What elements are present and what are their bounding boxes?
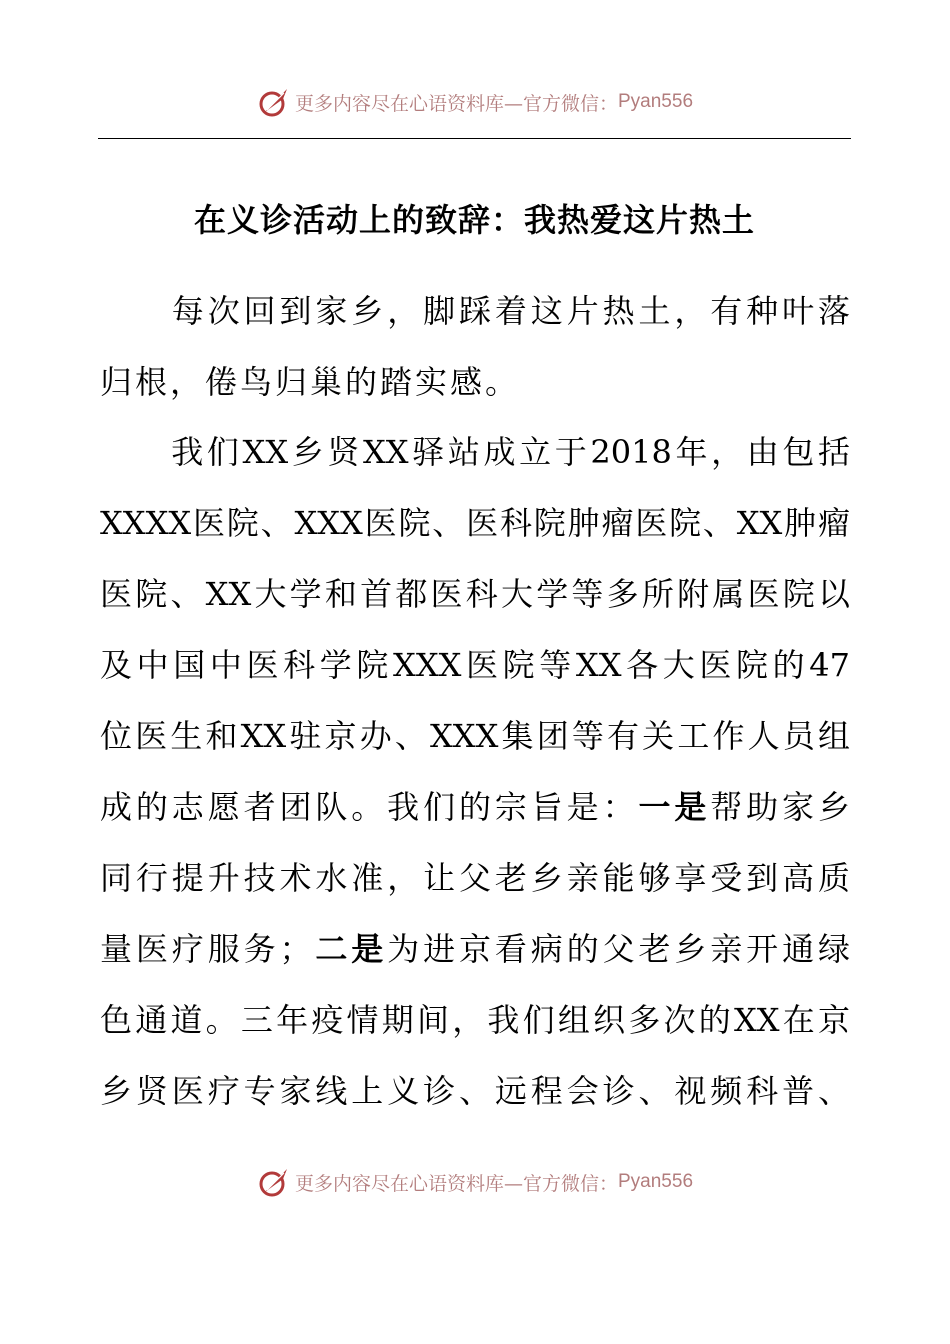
watermark-wechat-id: Pyan556 <box>618 91 694 112</box>
watermark-text: 更多内容尽在心语资料库—官方微信： <box>294 1172 618 1195</box>
document-title: 在义诊活动上的致辞：我热爱这片热土 <box>193 201 755 239</box>
watermark-wechat-id: Pyan556 <box>618 1171 694 1192</box>
body-text: 成的志愿者团队。我们的宗旨是： <box>100 788 639 826</box>
body-line: 医院、XX大学和首都医科大学等多所附属医院以 <box>100 575 850 613</box>
watermark-text: 更多内容尽在心语资料库—官方微信： <box>294 92 618 115</box>
body-line: 乡贤医疗专家线上义诊、远程会诊、视频科普、 <box>100 1072 850 1110</box>
body-line-with-emphasis <box>100 777 850 837</box>
body-text: 帮助家乡 <box>710 788 850 826</box>
quill-logo-icon <box>257 1165 291 1199</box>
header-watermark <box>0 82 950 122</box>
body-line: 归根，倦鸟归巢的踏实感。 <box>100 363 521 401</box>
body-line: 位医生和XX驻京办、XXX集团等有关工作人员组 <box>100 717 850 755</box>
body-line: 同行提升技术水准，让父老乡亲能够享受到高质 <box>100 859 850 897</box>
header-divider <box>98 138 851 139</box>
body-line: 色通道。三年疫情期间，我们组织多次的XX在京 <box>100 1001 850 1039</box>
body-line-with-emphasis <box>100 919 850 979</box>
emphasis-first: 一是 <box>638 788 711 826</box>
body-line: 每次回到家乡，脚踩着这片热土，有种叶落 <box>100 292 850 330</box>
emphasis-second: 二是 <box>311 930 388 968</box>
footer-watermark <box>0 1162 950 1202</box>
body-line: 及中国中医科学院XXX医院等XX各大医院的47 <box>100 646 850 684</box>
body-line: 我们XX乡贤XX驿站成立于2018年，由包括 <box>100 433 850 471</box>
body-line: XXXX医院、XXX医院、医科院肿瘤医院、XX肿瘤 <box>100 504 850 542</box>
body-text: 量医疗服务； <box>100 930 312 968</box>
quill-logo-icon <box>257 85 291 119</box>
body-text: 为进京看病的父老乡亲开通绿 <box>387 930 850 968</box>
